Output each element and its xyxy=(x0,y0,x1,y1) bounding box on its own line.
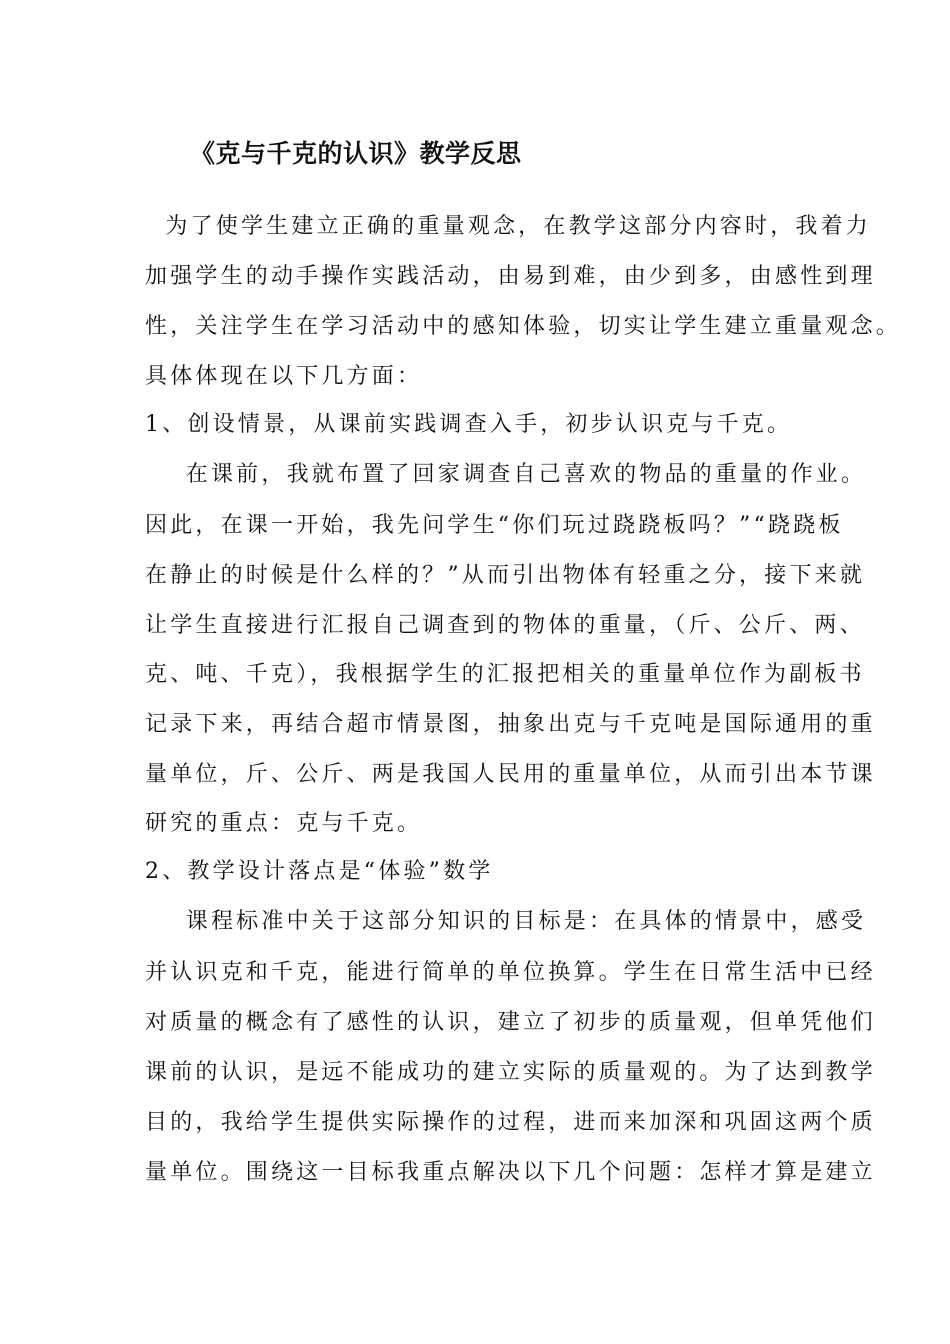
text-line: 目的，我给学生提供实际操作的过程，进而来加深和巩固这两个质 xyxy=(145,1110,876,1135)
text-line: 性，关注学生在学习活动中的感知体验，切实让学生建立重量观念。 xyxy=(145,314,902,339)
text-line: 对质量的概念有了感性的认识，建立了初步的质量观，但单凭他们 xyxy=(145,1010,876,1035)
text-line: 记录下来，再结合超市情景图，抽象出克与千克吨是国际通用的重 xyxy=(145,712,876,737)
text-line: 并认识克和千克，能进行简单的单位换算。学生在日常生活中已经 xyxy=(145,960,876,985)
text-line: 在课前，我就布置了回家调查自己喜欢的物品的重量的作业。 xyxy=(145,462,867,487)
text-line: 量单位。围绕这一目标我重点解决以下几个问题：怎样才算是建立 xyxy=(145,1160,876,1185)
text-line: 在静止的时候是什么样的？”从而引出物体有轻重之分，接下来就 xyxy=(145,563,866,588)
text-line: 研究的重点：克与千克。 xyxy=(145,811,423,836)
text-line: 因此，在课一开始，我先问学生“你们玩过跷跷板吗？”“跷跷板 xyxy=(145,513,844,538)
text-line: 课前的认识，是远不能成功的建立实际的质量观的。为了达到教学 xyxy=(145,1060,876,1085)
text-line: 课程标准中关于这部分知识的目标是：在具体的情景中，感受 xyxy=(145,909,867,934)
section-heading: 2、教学设计落点是“体验”数学 xyxy=(145,859,494,884)
text-line: 克、吨、千克），我根据学生的汇报把相关的重量单位作为副板书 xyxy=(145,662,865,687)
text-line: 让学生直接进行汇报自己调查到的物体的重量，（斤、公斤、两、 xyxy=(145,613,865,638)
text-line: 具体体现在以下几方面： xyxy=(145,364,423,389)
text-line: 量单位，斤、公斤、两是我国人民用的重量单位，从而引出本节课 xyxy=(145,762,876,787)
text-line: 为了使学生建立正确的重量观念，在教学这部分内容时，我着力 xyxy=(145,214,871,239)
document-title: 《克与千克的认识》教学反思 xyxy=(190,139,522,168)
text-line: 加强学生的动手操作实践活动，由易到难，由少到多，由感性到理 xyxy=(145,264,876,289)
section-heading: 1、创设情景，从课前实践调查入手，初步认识克与千克。 xyxy=(145,412,793,437)
